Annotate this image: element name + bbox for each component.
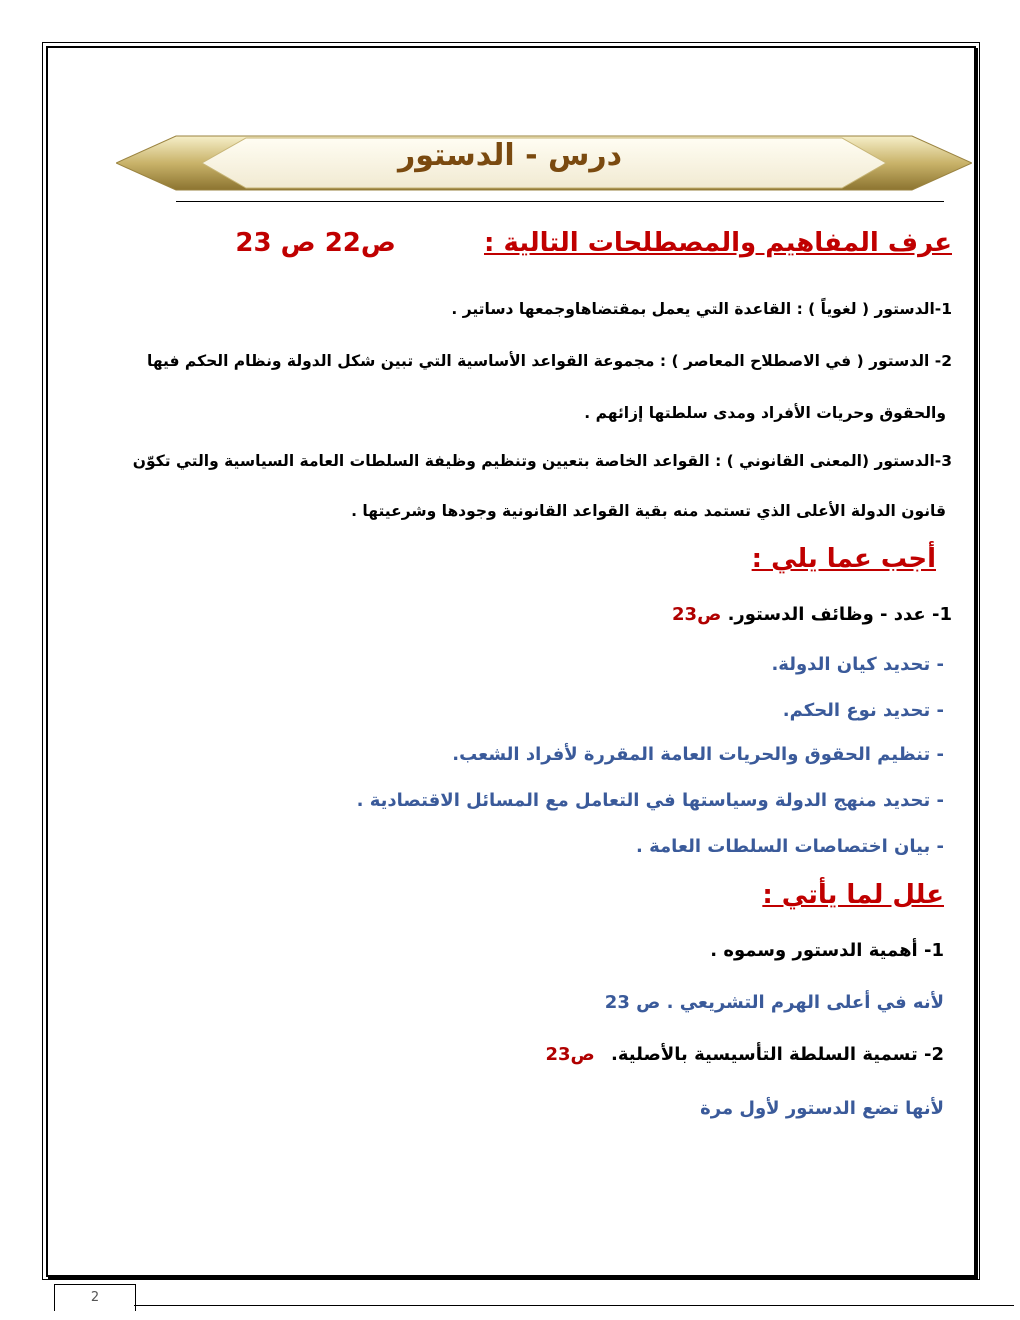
lesson-title: درس - الدستور bbox=[397, 138, 623, 173]
question-1 bbox=[672, 604, 952, 625]
answer-item: - تنظيم الحقوق والحريات العامة المقررة لأفراد الشعب. bbox=[452, 744, 944, 765]
reason-question-1: 1- أهمية الدستور وسموه . bbox=[710, 940, 944, 961]
question-text: 1- عدد - وظائف الدستور. bbox=[727, 604, 952, 625]
definition-item: قانون الدولة الأعلى الذي تستمد منه بقية القواعد القانونية وجودها وشرعيتها . bbox=[351, 502, 946, 520]
answer-item: - تحديد نوع الحكم. bbox=[782, 700, 944, 721]
reasons-heading-text: علل لما يأتي : bbox=[762, 880, 944, 910]
definition-item: 3-الدستور (المعنى القانوني ) : القواعد الخاصة بتعيين وتنظيم وظيفة السلطات العامة السياسية والتي تكوّن bbox=[132, 452, 952, 470]
reason-answer-1: لأنه في أعلى الهرم التشريعي . ص 23 bbox=[604, 992, 944, 1013]
definition-item: 2- الدستور ( في الاصطلاح المعاصر ) : مجموعة القواعد الأساسية التي تبين شكل الدولة ونظام الحكم فيها bbox=[147, 352, 952, 370]
answer-item: - تحديد منهج الدولة وسياستها في التعامل مع المسائل الاقتصادية . bbox=[356, 790, 944, 811]
definitions-page-ref: ص22 ص 23 bbox=[235, 228, 396, 258]
reason-answer-2: لأنها تضع الدستور لأول مرة bbox=[700, 1098, 944, 1119]
definition-item: 1-الدستور ( لغوياً ) : القاعدة التي يعمل بمقتضاهاوجمعها دساتير . bbox=[451, 300, 952, 318]
answer-heading-text: أجب عما يلي : bbox=[751, 544, 936, 574]
reason-question-2-text: 2- تسمية السلطة التأسيسية بالأصلية. bbox=[611, 1044, 944, 1065]
reason-question-2 bbox=[545, 1044, 944, 1065]
question-page-ref: ص23 bbox=[672, 604, 722, 625]
answer-item: - تحديد كيان الدولة. bbox=[771, 654, 944, 675]
footer-line bbox=[134, 1305, 1014, 1306]
answer-heading bbox=[752, 544, 936, 574]
reasons-heading bbox=[762, 880, 944, 910]
reason-question-2-ref: ص23 bbox=[545, 1044, 595, 1065]
definition-item: والحقوق وحريات الأفراد ومدى سلطتها إزائهم . bbox=[584, 404, 946, 422]
definitions-heading-text: عرف المفاهيم والمصطلحات التالية : bbox=[484, 228, 952, 258]
definitions-heading bbox=[235, 228, 952, 258]
title-divider bbox=[176, 201, 944, 202]
answer-item: - بيان اختصاصات السلطات العامة . bbox=[636, 836, 944, 857]
page-number: 2 bbox=[54, 1284, 136, 1311]
